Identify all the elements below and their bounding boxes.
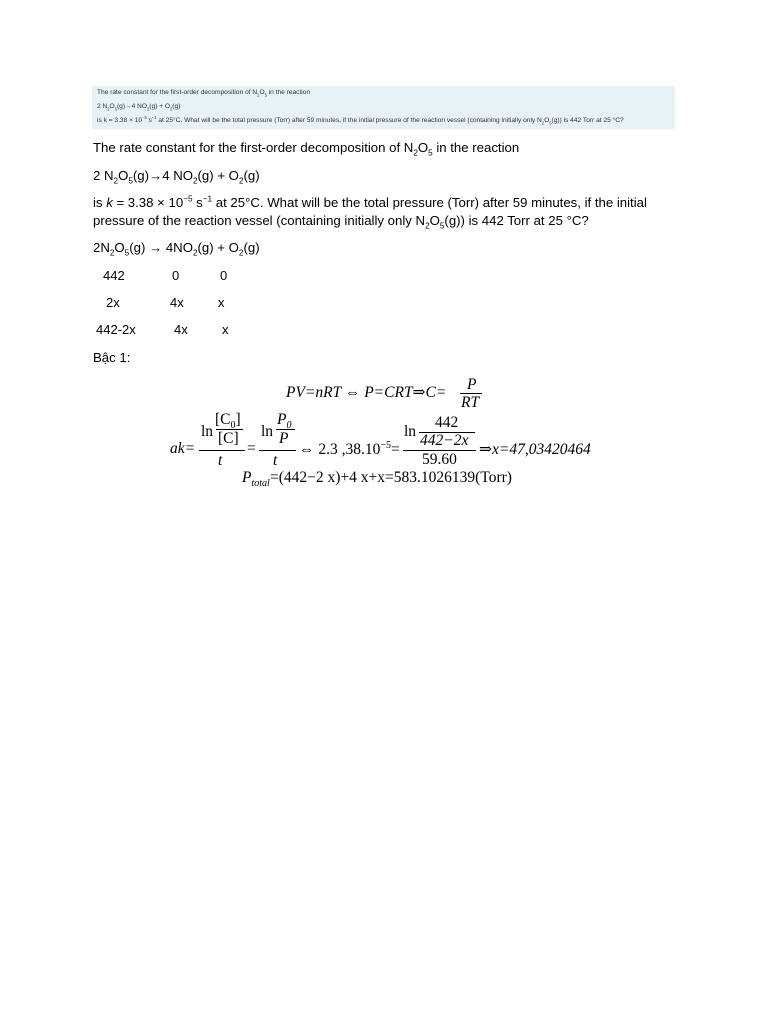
ice-cell: 0 — [220, 268, 228, 283]
eq1-left: PV=nRT ⇔ P=CRT⇒C= — [286, 384, 447, 401]
eq2-result: ⇒x=47,03420464 — [479, 441, 591, 458]
eq1-numerator: P — [467, 376, 477, 393]
eq3-rest: =(442−2 x)+4 x+x=583.1026139(Torr) — [270, 469, 512, 486]
paragraph-balanced-equation: $2N_2O_5(g) \to 4NO_2(g) + O_2(g)$ — [93, 240, 260, 258]
eq2-equals-1: = — [247, 440, 256, 457]
eq2-ak: ak= — [170, 440, 196, 457]
banner-line-1: The rate constant for the first-order decomposition of $N_2O_5$ in the reaction — [97, 89, 311, 98]
eq2-den-main: 59.60 — [422, 451, 457, 468]
eq2-t-1: t — [218, 452, 223, 469]
ice-cell: 442-2x — [96, 322, 136, 337]
ice-cell: x — [222, 322, 229, 337]
eq2-c: [C] — [218, 430, 239, 447]
ice-cell: 2x — [106, 295, 120, 310]
ice-cell: 0 — [172, 268, 180, 283]
ice-cell: 442 — [103, 268, 125, 283]
ice-cell: 4x — [174, 322, 188, 337]
ice-cell: x — [218, 295, 225, 310]
paragraph-question-line-1: is $k = 3.38 \times 10^{-5}$ $s^{-1}$ at 25°C. What will be the total pressure (Torr) after 59 minutes, if the initial — [93, 194, 647, 210]
eq3-p-total: $P_{total}$ — [242, 469, 270, 490]
paragraph-question-line-2: pressure of the reaction vessel (containing initially only $N_2O_5(g)$) is 442 Torr at 25 °C? — [93, 213, 589, 231]
eq2-c0: $[C_0]$ — [215, 411, 241, 432]
paragraph-reaction: 2 $N_2O_5(g)\to 4$ $NO_2(g) + O_2(g)$ — [93, 168, 260, 186]
eq2-p: P — [279, 430, 289, 447]
banner-line-2: 2 $N_2O_5(g)\to 4$ $NO_2(g) + O_2(g)$ — [97, 103, 181, 112]
banner-line-3: is $k = 3.38 \times 10^{-5}$ $s^{-1}$ at 25°C. What will be the total pressure (Torr) after 59 minutes, if the initial pressure of the reaction vessel (containing initially only $N_2O_5(g)$) is 442 Torr at 25 °C? — [97, 115, 624, 126]
step-label: Bậc 1: — [93, 350, 131, 365]
eq1-denominator: RT — [461, 394, 480, 411]
paragraph-intro: The rate constant for the first-order decomposition of $N_2O_5$ in the reaction — [93, 140, 520, 158]
eq2-ln-2: ln — [261, 423, 274, 440]
eq2-num-442: 442 — [435, 414, 459, 431]
ice-cell: 4x — [170, 295, 184, 310]
eq2-t-2: t — [273, 452, 278, 469]
eq2-main-bar-2 — [259, 450, 296, 451]
eq2-main-bar-1 — [199, 450, 245, 451]
problem-screenshot-banner — [92, 86, 675, 129]
eq2-ln-1: ln — [201, 423, 214, 440]
eq2-p0: $P_0$ — [277, 411, 292, 432]
eq2-den-442: 442−2x — [420, 432, 469, 449]
eq2-ln-3: ln — [404, 423, 417, 440]
eq2-middle: ⇔ 2.3 $,38.10^{-5}=$ — [299, 440, 400, 459]
